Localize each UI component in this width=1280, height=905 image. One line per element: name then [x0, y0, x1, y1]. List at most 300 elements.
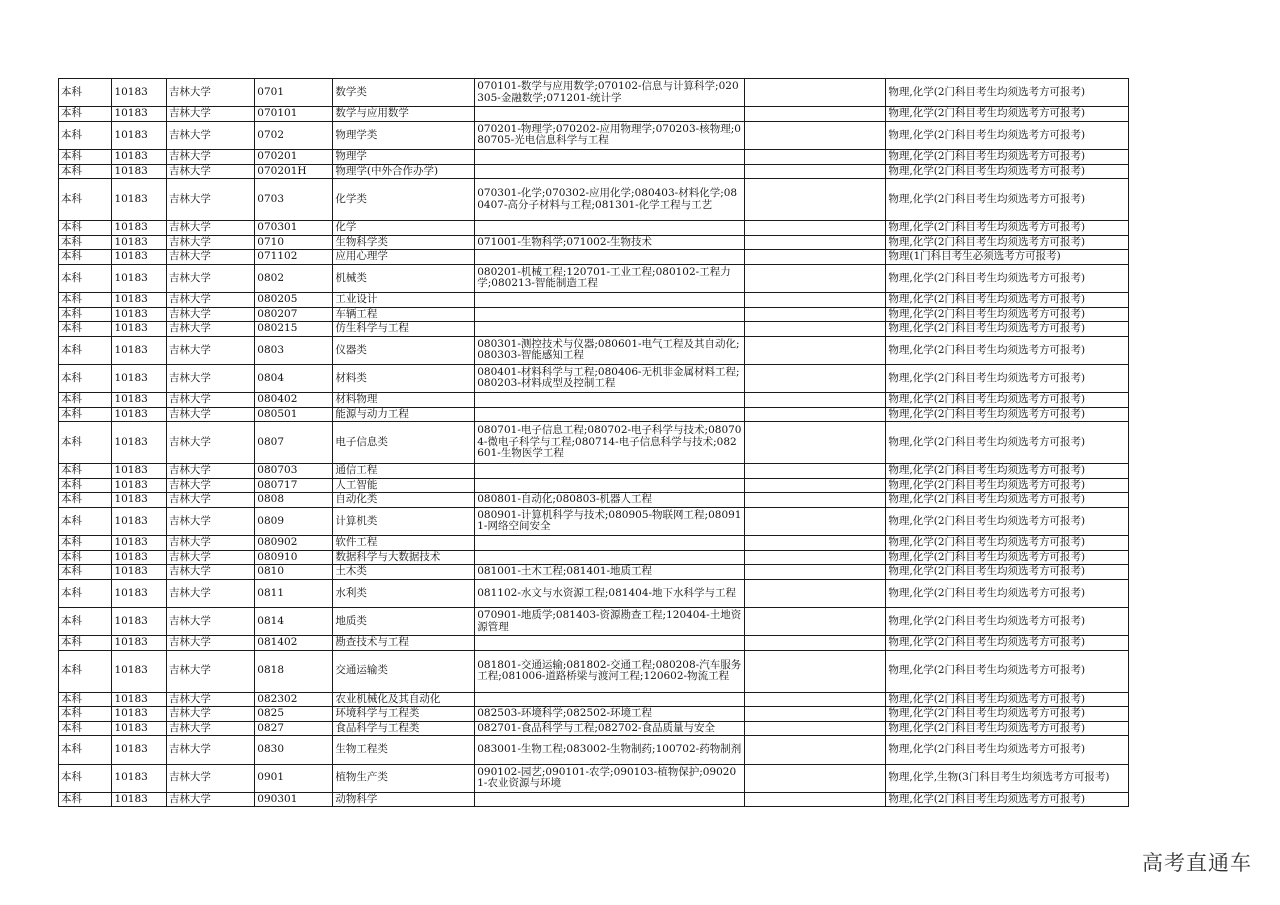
major-name-cell: 自动化类: [333, 493, 475, 508]
table-row: [59, 250, 1129, 265]
major-code-cell: 0702: [255, 121, 333, 149]
blank-cell: [744, 721, 886, 736]
blank-cell: [744, 493, 886, 508]
subject-requirement-cell: 物理,化学(2门科目考生均须选考方可报考): [886, 307, 1129, 322]
major-code-cell: 070301: [255, 220, 333, 235]
school-name-cell: 吉林大学: [166, 608, 254, 636]
major-code-cell: 070201H: [255, 164, 333, 179]
subject-requirement-cell: 物理,化学(2门科目考生均须选考方可报考): [886, 292, 1129, 307]
major-name-cell: 植物生产类: [333, 764, 475, 792]
major-name-cell: 计算机类: [333, 507, 475, 535]
table-row: [59, 149, 1129, 164]
school-name-cell: 吉林大学: [166, 692, 254, 707]
table-row: [59, 322, 1129, 337]
included-majors-cell: 080201-机械工程;120701-工业工程;080102-工程力学;080213-智能制造工程: [475, 264, 744, 292]
table-row: [59, 407, 1129, 422]
subject-requirement-cell: 物理,化学(2门科目考生均须选考方可报考): [886, 407, 1129, 422]
major-code-cell: 0810: [255, 565, 333, 580]
blank-cell: [744, 792, 886, 807]
major-code-cell: 0830: [255, 736, 333, 764]
blank-cell: [744, 464, 886, 479]
subject-requirement-cell: 物理,化学,生物(3门科目考生均须选考方可报考): [886, 764, 1129, 792]
level-cell: 本科: [59, 250, 112, 265]
included-majors-cell: [475, 792, 744, 807]
major-code-cell: 080402: [255, 393, 333, 408]
major-name-cell: 车辆工程: [333, 307, 475, 322]
major-code-cell: 0807: [255, 422, 333, 464]
school-code-cell: 10183: [112, 149, 166, 164]
level-cell: 本科: [59, 493, 112, 508]
included-majors-cell: 070901-地质学;081403-资源勘查工程;120404-土地资源管理: [475, 608, 744, 636]
school-code-cell: 10183: [112, 764, 166, 792]
school-code-cell: 10183: [112, 707, 166, 722]
subject-requirement-cell: 物理,化学(2门科目考生均须选考方可报考): [886, 550, 1129, 565]
blank-cell: [744, 79, 886, 107]
subject-requirement-cell: 物理,化学(2门科目考生均须选考方可报考): [886, 149, 1129, 164]
major-name-cell: 数学类: [333, 79, 475, 107]
school-code-cell: 10183: [112, 792, 166, 807]
subject-requirement-cell: 物理,化学(2门科目考生均须选考方可报考): [886, 164, 1129, 179]
table-row: [59, 507, 1129, 535]
level-cell: 本科: [59, 164, 112, 179]
major-code-cell: 080902: [255, 536, 333, 551]
major-code-cell: 0804: [255, 364, 333, 392]
table-row: [59, 579, 1129, 607]
table-row: [59, 107, 1129, 122]
major-code-cell: 080215: [255, 322, 333, 337]
major-code-cell: 081402: [255, 636, 333, 651]
school-code-cell: 10183: [112, 407, 166, 422]
table-row: [59, 121, 1129, 149]
major-name-cell: 工业设计: [333, 292, 475, 307]
level-cell: 本科: [59, 220, 112, 235]
major-code-cell: 0710: [255, 235, 333, 250]
school-name-cell: 吉林大学: [166, 550, 254, 565]
school-name-cell: 吉林大学: [166, 149, 254, 164]
school-code-cell: 10183: [112, 650, 166, 692]
included-majors-cell: [475, 407, 744, 422]
major-name-cell: 人工智能: [333, 478, 475, 493]
included-majors-cell: [475, 393, 744, 408]
table-row: [59, 764, 1129, 792]
school-name-cell: 吉林大学: [166, 179, 254, 221]
school-code-cell: 10183: [112, 478, 166, 493]
school-name-cell: 吉林大学: [166, 220, 254, 235]
included-majors-cell: [475, 692, 744, 707]
level-cell: 本科: [59, 636, 112, 651]
blank-cell: [744, 393, 886, 408]
admission-requirements-table: [58, 78, 1129, 807]
major-name-cell: 物理学类: [333, 121, 475, 149]
subject-requirement-cell: 物理,化学(2门科目考生均须选考方可报考): [886, 422, 1129, 464]
level-cell: 本科: [59, 79, 112, 107]
school-name-cell: 吉林大学: [166, 250, 254, 265]
blank-cell: [744, 322, 886, 337]
included-majors-cell: 082503-环境科学;082502-环境工程: [475, 707, 744, 722]
blank-cell: [744, 121, 886, 149]
school-name-cell: 吉林大学: [166, 107, 254, 122]
major-code-cell: 080717: [255, 478, 333, 493]
major-code-cell: 0803: [255, 336, 333, 364]
school-name-cell: 吉林大学: [166, 336, 254, 364]
school-code-cell: 10183: [112, 307, 166, 322]
included-majors-cell: 080701-电子信息工程;080702-电子科学与技术;080704-微电子科学与工程;080714-电子信息科学与技术;082601-生物医学工程: [475, 422, 744, 464]
major-code-cell: 0811: [255, 579, 333, 607]
school-name-cell: 吉林大学: [166, 79, 254, 107]
blank-cell: [744, 550, 886, 565]
major-name-cell: 物理学(中外合作办学): [333, 164, 475, 179]
subject-requirement-cell: 物理,化学(2门科目考生均须选考方可报考): [886, 565, 1129, 580]
level-cell: 本科: [59, 707, 112, 722]
major-code-cell: 0827: [255, 721, 333, 736]
major-name-cell: 数据科学与大数据技术: [333, 550, 475, 565]
level-cell: 本科: [59, 650, 112, 692]
major-code-cell: 0825: [255, 707, 333, 722]
table-row: [59, 336, 1129, 364]
level-cell: 本科: [59, 292, 112, 307]
school-name-cell: 吉林大学: [166, 322, 254, 337]
subject-requirement-cell: 物理,化学(2门科目考生均须选考方可报考): [886, 692, 1129, 707]
major-code-cell: 080207: [255, 307, 333, 322]
major-code-cell: 090301: [255, 792, 333, 807]
blank-cell: [744, 149, 886, 164]
major-name-cell: 物理学: [333, 149, 475, 164]
table-row: [59, 736, 1129, 764]
table-row: [59, 235, 1129, 250]
major-code-cell: 080910: [255, 550, 333, 565]
school-code-cell: 10183: [112, 736, 166, 764]
included-majors-cell: [475, 107, 744, 122]
blank-cell: [744, 179, 886, 221]
level-cell: 本科: [59, 149, 112, 164]
included-majors-cell: 070301-化学;070302-应用化学;080403-材料化学;080407-高分子材料与工程;081301-化学工程与工艺: [475, 179, 744, 221]
school-code-cell: 10183: [112, 608, 166, 636]
school-name-cell: 吉林大学: [166, 493, 254, 508]
school-code-cell: 10183: [112, 692, 166, 707]
table-row: [59, 636, 1129, 651]
blank-cell: [744, 220, 886, 235]
school-name-cell: 吉林大学: [166, 736, 254, 764]
major-code-cell: 0901: [255, 764, 333, 792]
school-code-cell: 10183: [112, 507, 166, 535]
included-majors-cell: 081001-土木工程;081401-地质工程: [475, 565, 744, 580]
major-name-cell: 仿生科学与工程: [333, 322, 475, 337]
level-cell: 本科: [59, 536, 112, 551]
included-majors-cell: [475, 164, 744, 179]
major-name-cell: 数学与应用数学: [333, 107, 475, 122]
included-majors-cell: [475, 149, 744, 164]
major-name-cell: 地质类: [333, 608, 475, 636]
blank-cell: [744, 107, 886, 122]
included-majors-cell: 090102-园艺;090101-农学;090103-植物保护;090201-农业资源与环境: [475, 764, 744, 792]
subject-requirement-cell: 物理,化学(2门科目考生均须选考方可报考): [886, 792, 1129, 807]
major-name-cell: 化学类: [333, 179, 475, 221]
major-name-cell: 电子信息类: [333, 422, 475, 464]
blank-cell: [744, 292, 886, 307]
table-row: [59, 493, 1129, 508]
blank-cell: [744, 507, 886, 535]
blank-cell: [744, 692, 886, 707]
subject-requirement-cell: 物理,化学(2门科目考生均须选考方可报考): [886, 235, 1129, 250]
subject-requirement-cell: 物理,化学(2门科目考生均须选考方可报考): [886, 393, 1129, 408]
major-name-cell: 材料类: [333, 364, 475, 392]
table-row: [59, 292, 1129, 307]
school-name-cell: 吉林大学: [166, 292, 254, 307]
school-code-cell: 10183: [112, 235, 166, 250]
school-code-cell: 10183: [112, 179, 166, 221]
subject-requirement-cell: 物理,化学(2门科目考生均须选考方可报考): [886, 650, 1129, 692]
subject-requirement-cell: 物理,化学(2门科目考生均须选考方可报考): [886, 478, 1129, 493]
table-row: [59, 608, 1129, 636]
included-majors-cell: [475, 220, 744, 235]
table-row: [59, 550, 1129, 565]
subject-requirement-cell: 物理,化学(2门科目考生均须选考方可报考): [886, 336, 1129, 364]
school-name-cell: 吉林大学: [166, 507, 254, 535]
subject-requirement-cell: 物理,化学(2门科目考生均须选考方可报考): [886, 364, 1129, 392]
major-code-cell: 080703: [255, 464, 333, 479]
school-name-cell: 吉林大学: [166, 364, 254, 392]
table-body: [59, 79, 1129, 807]
blank-cell: [744, 608, 886, 636]
subject-requirement-cell: 物理,化学(2门科目考生均须选考方可报考): [886, 579, 1129, 607]
school-code-cell: 10183: [112, 393, 166, 408]
level-cell: 本科: [59, 336, 112, 364]
blank-cell: [744, 307, 886, 322]
school-name-cell: 吉林大学: [166, 464, 254, 479]
included-majors-cell: [475, 550, 744, 565]
major-code-cell: 070101: [255, 107, 333, 122]
level-cell: 本科: [59, 565, 112, 580]
major-code-cell: 082302: [255, 692, 333, 707]
school-code-cell: 10183: [112, 464, 166, 479]
blank-cell: [744, 407, 886, 422]
included-majors-cell: 080301-测控技术与仪器;080601-电气工程及其自动化;080303-智能感知工程: [475, 336, 744, 364]
level-cell: 本科: [59, 322, 112, 337]
subject-requirement-cell: 物理,化学(2门科目考生均须选考方可报考): [886, 721, 1129, 736]
table-row: [59, 179, 1129, 221]
blank-cell: [744, 579, 886, 607]
table-row: [59, 264, 1129, 292]
major-code-cell: 0814: [255, 608, 333, 636]
major-code-cell: 080205: [255, 292, 333, 307]
major-code-cell: 0703: [255, 179, 333, 221]
table-row: [59, 364, 1129, 392]
school-code-cell: 10183: [112, 493, 166, 508]
school-name-cell: 吉林大学: [166, 579, 254, 607]
major-code-cell: 070201: [255, 149, 333, 164]
table-row: [59, 692, 1129, 707]
school-name-cell: 吉林大学: [166, 707, 254, 722]
major-name-cell: 软件工程: [333, 536, 475, 551]
school-name-cell: 吉林大学: [166, 650, 254, 692]
school-code-cell: 10183: [112, 322, 166, 337]
subject-requirement-cell: 物理,化学(2门科目考生均须选考方可报考): [886, 220, 1129, 235]
school-code-cell: 10183: [112, 164, 166, 179]
included-majors-cell: [475, 464, 744, 479]
school-code-cell: 10183: [112, 250, 166, 265]
level-cell: 本科: [59, 550, 112, 565]
school-name-cell: 吉林大学: [166, 235, 254, 250]
school-name-cell: 吉林大学: [166, 636, 254, 651]
major-code-cell: 0802: [255, 264, 333, 292]
level-cell: 本科: [59, 364, 112, 392]
brand-watermark: 高考直通车: [1142, 851, 1252, 875]
school-name-cell: 吉林大学: [166, 393, 254, 408]
level-cell: 本科: [59, 736, 112, 764]
blank-cell: [744, 422, 886, 464]
school-code-cell: 10183: [112, 422, 166, 464]
included-majors-cell: [475, 322, 744, 337]
included-majors-cell: 070101-数学与应用数学;070102-信息与计算科学;020305-金融数学;071201-统计学: [475, 79, 744, 107]
subject-requirement-cell: 物理,化学(2门科目考生均须选考方可报考): [886, 507, 1129, 535]
table-row: [59, 220, 1129, 235]
school-code-cell: 10183: [112, 550, 166, 565]
school-code-cell: 10183: [112, 264, 166, 292]
level-cell: 本科: [59, 422, 112, 464]
blank-cell: [744, 636, 886, 651]
school-code-cell: 10183: [112, 364, 166, 392]
school-name-cell: 吉林大学: [166, 121, 254, 149]
blank-cell: [744, 264, 886, 292]
table-row: [59, 792, 1129, 807]
major-name-cell: 水利类: [333, 579, 475, 607]
major-name-cell: 勘查技术与工程: [333, 636, 475, 651]
school-name-cell: 吉林大学: [166, 164, 254, 179]
blank-cell: [744, 764, 886, 792]
subject-requirement-cell: 物理,化学(2门科目考生均须选考方可报考): [886, 79, 1129, 107]
table-row: [59, 721, 1129, 736]
school-code-cell: 10183: [112, 336, 166, 364]
level-cell: 本科: [59, 464, 112, 479]
level-cell: 本科: [59, 264, 112, 292]
included-majors-cell: [475, 250, 744, 265]
blank-cell: [744, 736, 886, 764]
included-majors-cell: 081102-水文与水资源工程;081404-地下水科学与工程: [475, 579, 744, 607]
blank-cell: [744, 565, 886, 580]
subject-requirement-cell: 物理,化学(2门科目考生均须选考方可报考): [886, 736, 1129, 764]
school-code-cell: 10183: [112, 721, 166, 736]
school-code-cell: 10183: [112, 121, 166, 149]
major-code-cell: 080501: [255, 407, 333, 422]
subject-requirement-cell: 物理,化学(2门科目考生均须选考方可报考): [886, 322, 1129, 337]
major-name-cell: 材料物理: [333, 393, 475, 408]
included-majors-cell: [475, 307, 744, 322]
major-name-cell: 能源与动力工程: [333, 407, 475, 422]
blank-cell: [744, 164, 886, 179]
level-cell: 本科: [59, 721, 112, 736]
subject-requirement-cell: 物理,化学(2门科目考生均须选考方可报考): [886, 264, 1129, 292]
included-majors-cell: [475, 536, 744, 551]
table-row: [59, 707, 1129, 722]
school-name-cell: 吉林大学: [166, 264, 254, 292]
major-name-cell: 化学: [333, 220, 475, 235]
table-row: [59, 536, 1129, 551]
major-name-cell: 环境科学与工程类: [333, 707, 475, 722]
level-cell: 本科: [59, 579, 112, 607]
subject-requirement-cell: 物理,化学(2门科目考生均须选考方可报考): [886, 179, 1129, 221]
subject-requirement-cell: 物理,化学(2门科目考生均须选考方可报考): [886, 464, 1129, 479]
table-row: [59, 565, 1129, 580]
included-majors-cell: [475, 478, 744, 493]
included-majors-cell: 080801-自动化;080803-机器人工程: [475, 493, 744, 508]
school-name-cell: 吉林大学: [166, 307, 254, 322]
subject-requirement-cell: 物理(1门科目考生必须选考方可报考): [886, 250, 1129, 265]
table-row: [59, 478, 1129, 493]
blank-cell: [744, 235, 886, 250]
school-code-cell: 10183: [112, 79, 166, 107]
major-name-cell: 动物科学: [333, 792, 475, 807]
level-cell: 本科: [59, 107, 112, 122]
level-cell: 本科: [59, 507, 112, 535]
major-name-cell: 应用心理学: [333, 250, 475, 265]
school-name-cell: 吉林大学: [166, 721, 254, 736]
major-name-cell: 生物科学类: [333, 235, 475, 250]
major-code-cell: 0809: [255, 507, 333, 535]
school-code-cell: 10183: [112, 636, 166, 651]
included-majors-cell: [475, 292, 744, 307]
school-code-cell: 10183: [112, 220, 166, 235]
school-code-cell: 10183: [112, 107, 166, 122]
table-row: [59, 79, 1129, 107]
school-code-cell: 10183: [112, 579, 166, 607]
blank-cell: [744, 536, 886, 551]
level-cell: 本科: [59, 608, 112, 636]
school-code-cell: 10183: [112, 565, 166, 580]
major-name-cell: 仪器类: [333, 336, 475, 364]
major-name-cell: 生物工程类: [333, 736, 475, 764]
school-name-cell: 吉林大学: [166, 792, 254, 807]
table-row: [59, 164, 1129, 179]
major-name-cell: 机械类: [333, 264, 475, 292]
included-majors-cell: 081801-交通运输;081802-交通工程;080208-汽车服务工程;081006-道路桥梁与渡河工程;120602-物流工程: [475, 650, 744, 692]
level-cell: 本科: [59, 792, 112, 807]
school-name-cell: 吉林大学: [166, 422, 254, 464]
blank-cell: [744, 707, 886, 722]
level-cell: 本科: [59, 179, 112, 221]
subject-requirement-cell: 物理,化学(2门科目考生均须选考方可报考): [886, 636, 1129, 651]
included-majors-cell: 080401-材料科学与工程;080406-无机非金属材料工程;080203-材料成型及控制工程: [475, 364, 744, 392]
subject-requirement-cell: 物理,化学(2门科目考生均须选考方可报考): [886, 121, 1129, 149]
major-code-cell: 0701: [255, 79, 333, 107]
blank-cell: [744, 478, 886, 493]
included-majors-cell: 080901-计算机科学与技术;080905-物联网工程;080911-网络空间安全: [475, 507, 744, 535]
table-row: [59, 393, 1129, 408]
subject-requirement-cell: 物理,化学(2门科目考生均须选考方可报考): [886, 608, 1129, 636]
subject-requirement-cell: 物理,化学(2门科目考生均须选考方可报考): [886, 107, 1129, 122]
table-row: [59, 422, 1129, 464]
subject-requirement-cell: 物理,化学(2门科目考生均须选考方可报考): [886, 536, 1129, 551]
included-majors-cell: [475, 636, 744, 651]
level-cell: 本科: [59, 478, 112, 493]
table-row: [59, 307, 1129, 322]
included-majors-cell: 083001-生物工程;083002-生物制药;100702-药物制剂: [475, 736, 744, 764]
school-name-cell: 吉林大学: [166, 565, 254, 580]
table-row: [59, 650, 1129, 692]
major-name-cell: 通信工程: [333, 464, 475, 479]
school-name-cell: 吉林大学: [166, 764, 254, 792]
level-cell: 本科: [59, 307, 112, 322]
school-name-cell: 吉林大学: [166, 407, 254, 422]
level-cell: 本科: [59, 407, 112, 422]
level-cell: 本科: [59, 692, 112, 707]
major-code-cell: 0808: [255, 493, 333, 508]
subject-requirement-cell: 物理,化学(2门科目考生均须选考方可报考): [886, 707, 1129, 722]
school-name-cell: 吉林大学: [166, 536, 254, 551]
school-code-cell: 10183: [112, 292, 166, 307]
blank-cell: [744, 650, 886, 692]
major-code-cell: 0818: [255, 650, 333, 692]
included-majors-cell: 082701-食品科学与工程;082702-食品质量与安全: [475, 721, 744, 736]
